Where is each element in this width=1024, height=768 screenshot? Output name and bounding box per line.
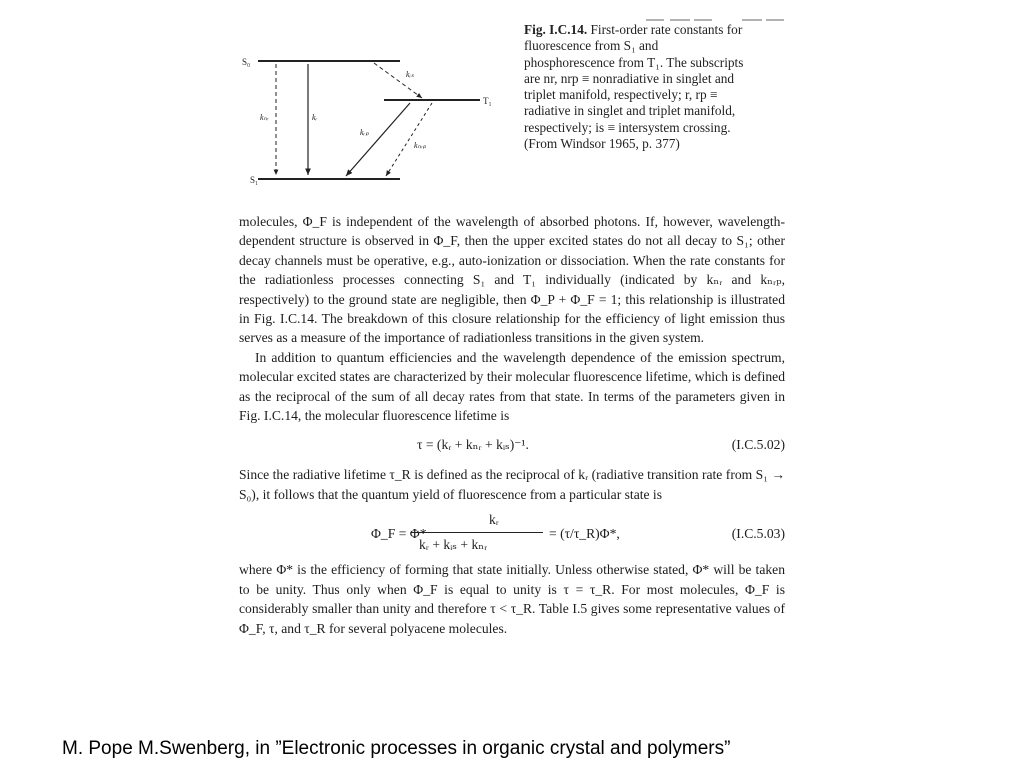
paragraph-3: Since the radiative lifetime τ_R is defined as the reciprocal of kᵣ (radiative transition rate from S₁ → S₀), it follows that the quantum yield of fluorescence from a particular state is	[239, 467, 785, 502]
equation-2	[239, 506, 785, 558]
krp-label: kᵣₚ	[360, 128, 369, 137]
s0-label: S₀	[242, 57, 251, 67]
t1-label: T₁	[483, 96, 492, 106]
fraction-bar	[411, 532, 543, 533]
equation-1-expression: τ = (kᵣ + kₙᵣ + kᵢₛ)⁻¹.	[417, 437, 529, 453]
energy-level-diagram	[236, 50, 506, 190]
equation-1-number: (I.C.5.02)	[731, 437, 785, 453]
kis-label: kᵢₛ	[406, 70, 414, 79]
equation-2-numerator: kᵣ	[489, 512, 499, 528]
body-text	[239, 212, 785, 638]
knrp-arrow	[386, 103, 432, 176]
krp-arrow	[346, 103, 410, 176]
equation-2-number: (I.C.5.03)	[731, 526, 785, 542]
equation-1	[239, 427, 785, 463]
equation-2-denominator: kᵣ + kᵢₛ + kₙᵣ	[419, 537, 488, 553]
s1-label: S₁	[250, 175, 259, 185]
paragraph-4: where Φ* is the efficiency of forming that state initially. Unless otherwise stated, Φ* will be taken to be unity. Thus only when Φ_F is equal to unity is τ = τ_R. For most molecules, Φ_F is considerably smaller than unity and therefore τ < τ_R. Table I.5 gives some representative values of Φ_F, τ, and τ_R for several polyacene molecules.	[239, 562, 785, 636]
equation-2-rhs: = (τ/τ_R)Φ*,	[549, 526, 620, 542]
paragraph-2: In addition to quantum efficiencies and the wavelength dependence of the emission spectrum, molecular excited states are characterized by their molecular fluorescence lifetime, which is defined as the reciprocal of the sum of all decay rates from that state. In terms of the parameters given in Fig. I.C.14, the molecular fluorescence lifetime is	[239, 349, 785, 424]
citation: M. Pope M.Swenberg, in ”Electronic processes in organic crystal and polymers”	[62, 738, 731, 759]
caption-text: First-order rate constants for fluorescence from S₁ and phosphorescence from T₁. The subscripts are nr, nrp ≡ nonradiative in singlet and triplet manifold, respectively; r, rp ≡ radiative in singlet and triplet manifold, respectively; is ≡ intersystem crossing. (From Windsor 1965, p. 377)	[524, 22, 744, 152]
knrp-label: kₙᵣₚ	[414, 141, 427, 150]
kr-label: kᵣ	[312, 113, 318, 122]
equation-2-lhs: Φ_F = Φ*	[371, 526, 427, 542]
caption-label: Fig. I.C.14.	[524, 22, 588, 37]
paragraph-1: molecules, Φ_F is independent of the wavelength of absorbed photons. If, however, wavelength-dependent structure is observed in Φ_F, then the upper excited states do not all decay to S₁; other decay channels must be operative, e.g., auto-ionization or dissociation. When the rate constants for the radiationless processes connecting S₁ and T₁ individually (indicated by kₙᵣ and kₙᵣₚ, respectively) to the ground state are negligible, then Φ_P + Φ_F = 1; this relationship is illustrated in Fig. I.C.14. The breakdown of this closure relationship for the efficiency of light emission thus serves as a measure of the importance of radiationless transitions in the given system.	[239, 214, 785, 346]
figure-caption	[524, 22, 752, 152]
knr-label: kₙᵣ	[260, 113, 269, 122]
kis-arrow	[374, 63, 422, 98]
